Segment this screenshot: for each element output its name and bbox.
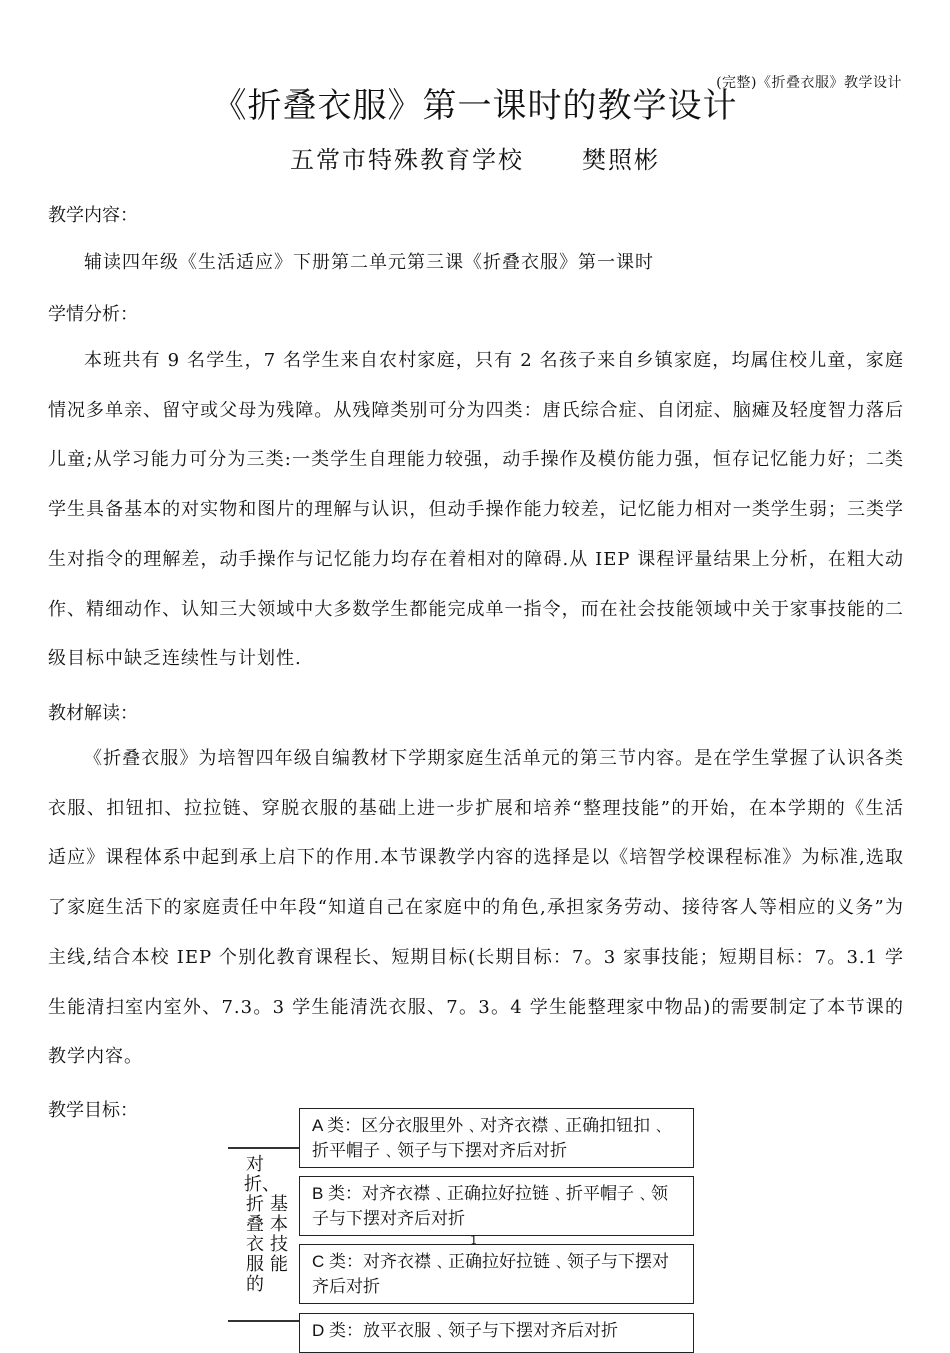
- page-title: 《折叠衣服》第一课时的教学设计: [212, 86, 738, 126]
- goals-heading: 教学目标：: [48, 1100, 138, 1121]
- material-text: 《折叠衣服》为培智四年级自编教材下学期家庭生活单元的第三节内容。是在学生掌握了认识各类衣服、扣钮扣、拉拉链、穿脱衣服的基础上进一步扩展和培养“整理技能”的开始，在本学期的《生活适应》课程体系中起到承上启下的作用.本节课教学内容的选择是以《培智学校课程标准》为标准,选取了家庭生活下的家庭责任中年段“知道自己在家庭中的角色,承担家务劳动、接待客人等相应的义务”为主线,结合本校 IEP 个别化教育课程长、短期目标(长期目标：7。3 家事技能；短期目标：7。3.1 学生能清扫室内室外、7.3。3 学生能清洗衣服、7。3。4 学生能整理家中物品)的需要制定了本节课的教学内容。: [48, 748, 904, 1068]
- goal-box-c: C 类：对齐衣襟﹑正确拉好拉链﹑领子与下摆对齐后对折: [299, 1244, 694, 1304]
- page-number: 1: [470, 1233, 478, 1247]
- goal-box-a: A 类：区分衣服里外﹑对齐衣襟﹑正确扣钮扣﹑折平帽子﹑领子与下摆对齐后对折: [299, 1108, 694, 1168]
- goal-label-column-2: 基本技能: [270, 1194, 288, 1274]
- header-note: (完整)《折叠衣服》教学设计: [716, 75, 902, 91]
- bracket-bottom-line: [228, 1320, 300, 1322]
- goal-box-b: B 类：对齐衣襟﹑正确拉好拉链﹑折平帽子﹑领子与下摆对齐后对折: [299, 1176, 694, 1236]
- content-text: 辅读四年级《生活适应》下册第二单元第三课《折叠衣服》第一课时: [84, 252, 654, 273]
- goal-label-column-1: 对折、折叠衣服的: [244, 1154, 280, 1294]
- bracket-top-line: [228, 1147, 300, 1149]
- subtitle: [0, 140, 950, 175]
- analysis-heading: 学情分析：: [48, 304, 138, 325]
- material-heading: 教材解读：: [48, 703, 138, 724]
- analysis-text: 本班共有 9 名学生，7 名学生来自农村家庭，只有 2 名孩子来自乡镇家庭，均属住校儿童，家庭情况多单亲、留守或父母为残障。从残障类别可分为四类：唐氏综合症、自闭症、脑瘫及轻度智力落后儿童;从学习能力可分为三类:一类学生自理能力较强，动手操作及模仿能力强，恒存记忆能力好；二类学生具备基本的对实物和图片的理解与认识，但动手操作能力较差，记忆能力相对一类学生弱；三类学生对指令的理解差，动手操作与记忆能力均存在着相对的障碍.从 IEP 课程评量结果上分析，在粗大动作、精细动作、认知三大领域中大多数学生都能完成单一指令，而在社会技能领域中关于家事技能的二级目标中缺乏连续性与计划性.: [48, 350, 904, 670]
- goal-box-d: D 类：放平衣服﹑领子与下摆对齐后对折: [299, 1313, 694, 1353]
- content-heading: 教学内容：: [48, 205, 138, 226]
- author-name: 樊照彬: [582, 146, 660, 174]
- school-name: 五常市特殊教育学校: [290, 146, 524, 174]
